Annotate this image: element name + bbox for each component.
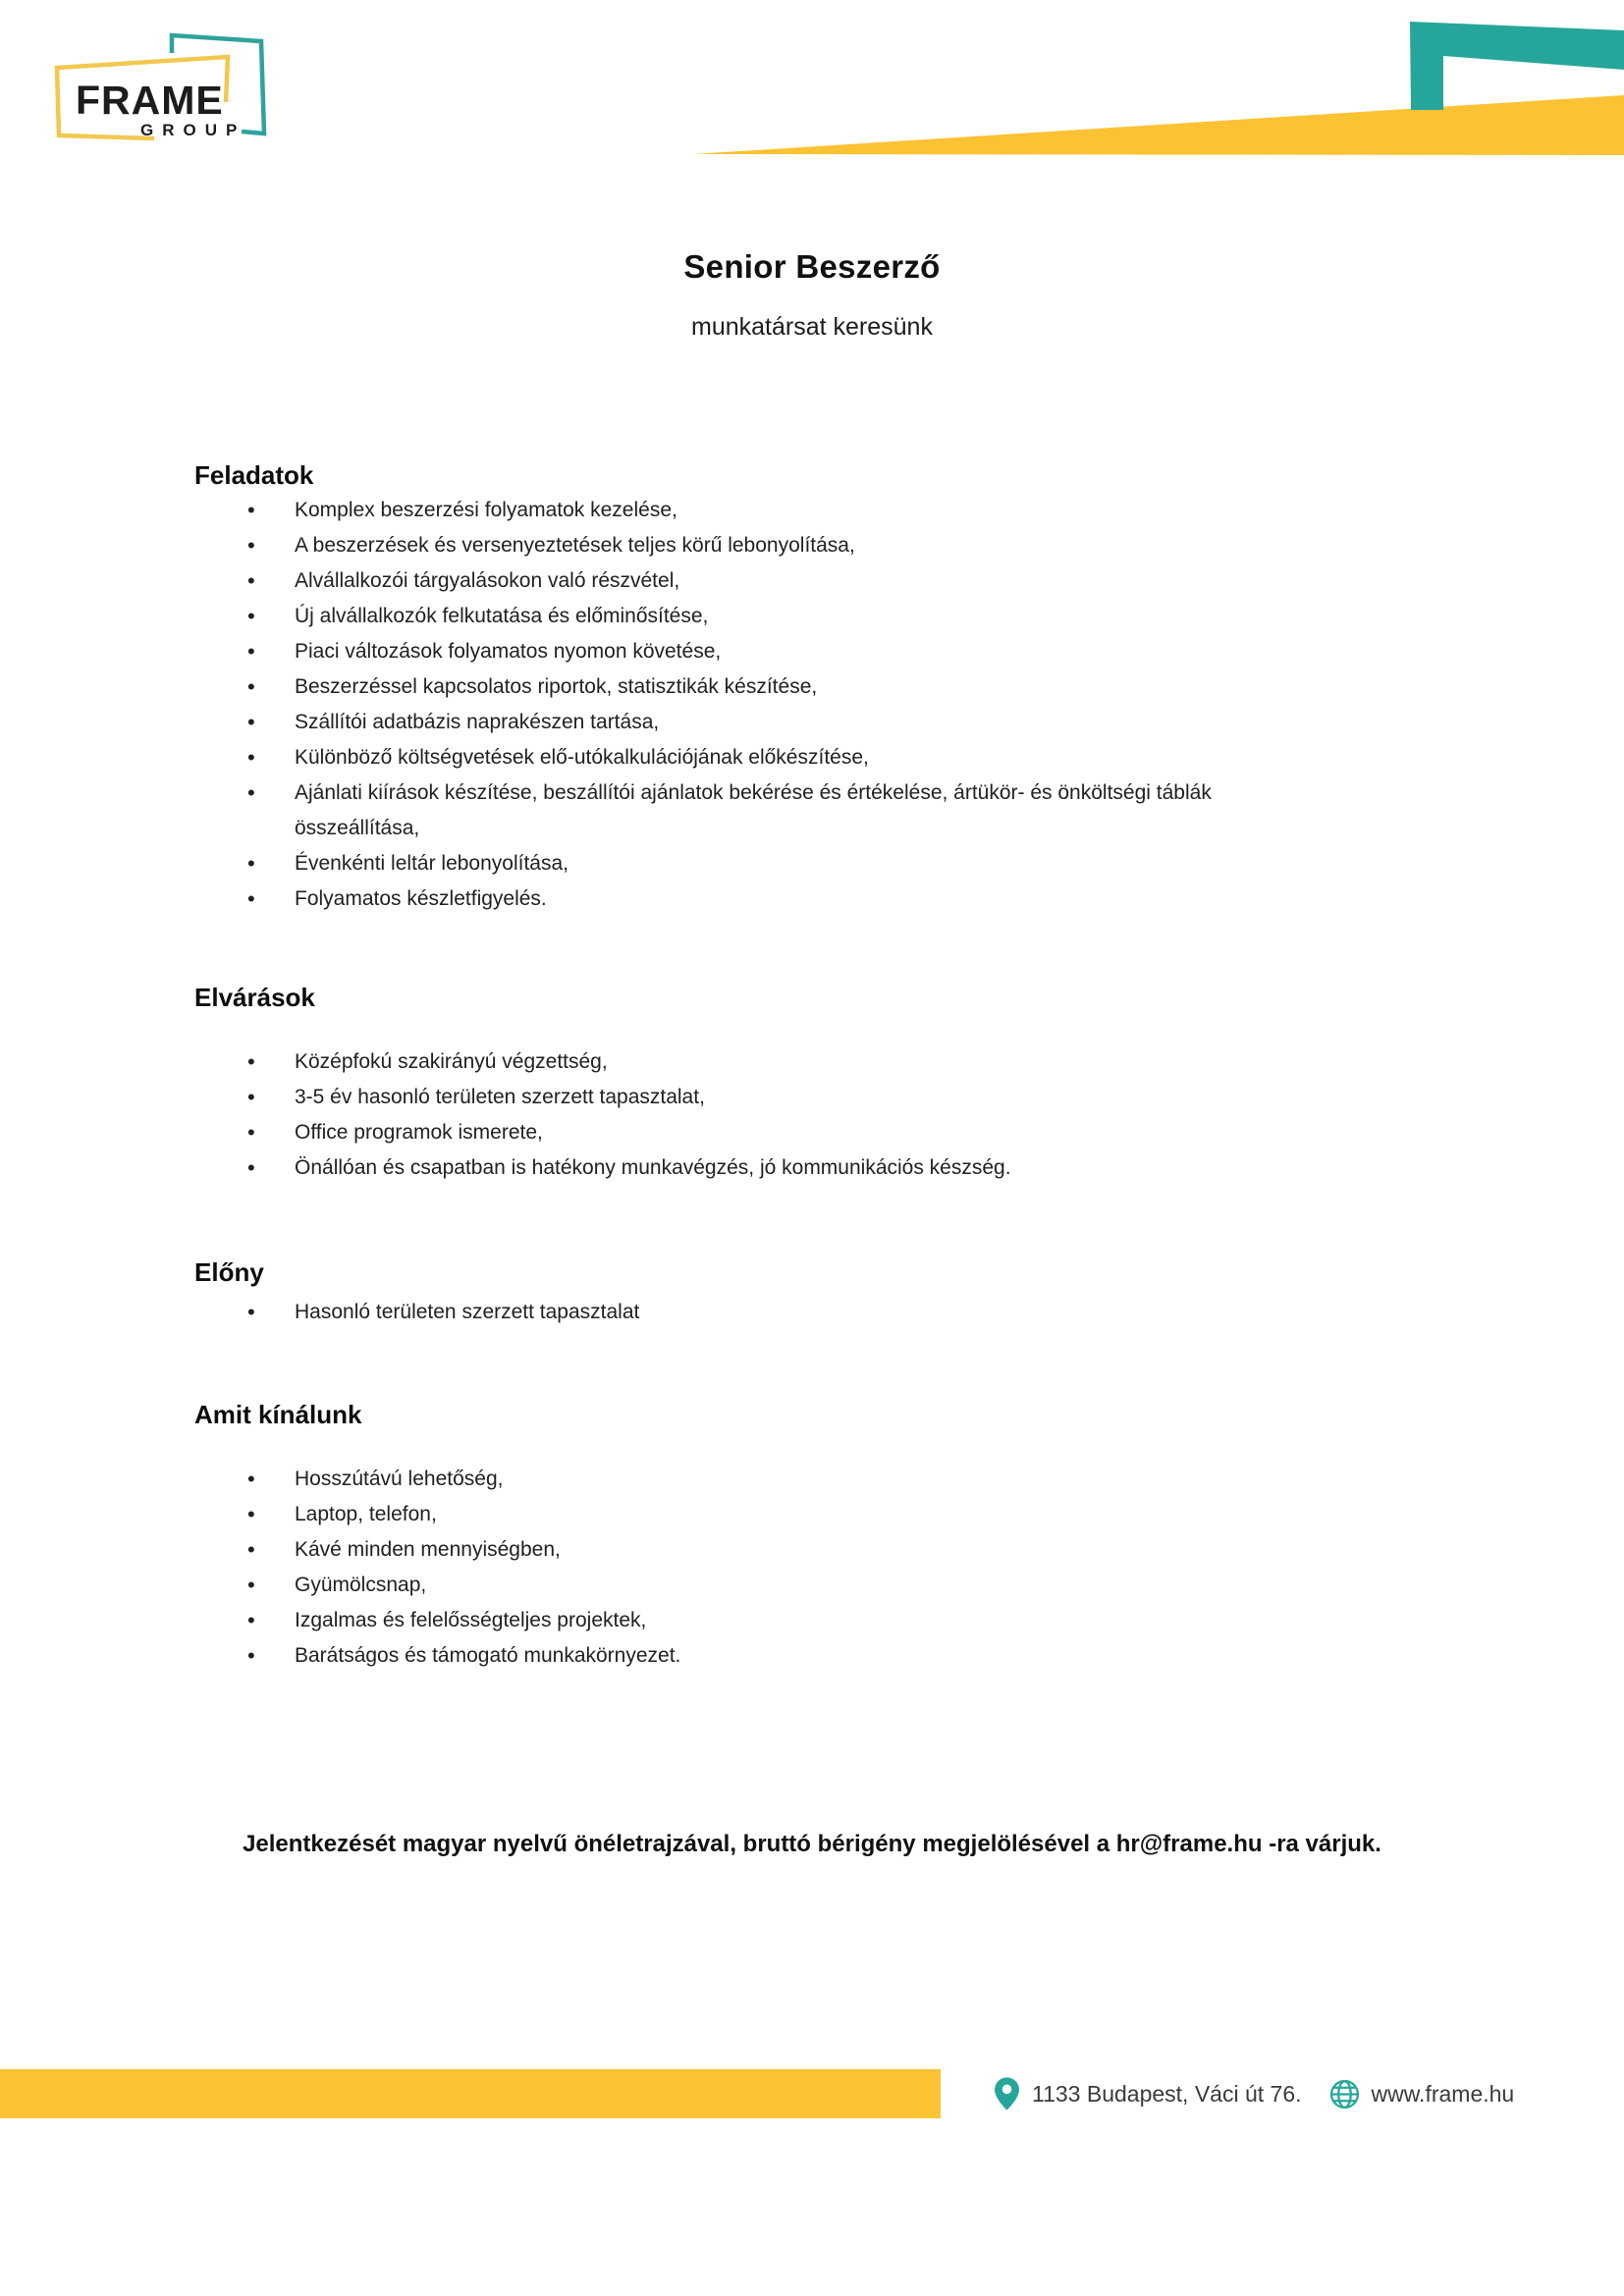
list-item: • Office programok ismerete, xyxy=(194,1115,1333,1150)
bullet-list xyxy=(194,1295,1333,1330)
bullet-list xyxy=(194,1462,1333,1674)
list-item: • Új alvállalkozók felkutatása és előminősítése, xyxy=(194,599,1333,634)
list-item: • Piaci változások folyamatos nyomon követése, xyxy=(194,634,1333,669)
list-item: • Kávé minden mennyiségben, xyxy=(194,1532,1333,1568)
list-item: • Barátságos és támogató munkakörnyezet. xyxy=(194,1638,1333,1674)
page-title: Senior Beszerző xyxy=(683,248,941,285)
section-amit-kinalunk xyxy=(194,1399,1565,1674)
list-item: • Gyümölcsnap, xyxy=(194,1568,1333,1603)
list-item: • Különböző költségvetések elő-utókalkulációjának előkészítése, xyxy=(194,740,1333,775)
list-item: • Beszerzéssel kapcsolatos riportok, statisztikák készítése, xyxy=(194,669,1333,705)
list-item: • Alvállalkozói tárgyalásokon való részvétel, xyxy=(194,563,1333,599)
application-instructions: Jelentkezését magyar nyelvű önéletrajzával, bruttó bérigény megjelölésével a hr@frame.hu -ra várjuk. xyxy=(243,1831,1381,1857)
section-elony xyxy=(194,1256,1565,1330)
section-heading: Feladatok xyxy=(194,460,314,490)
bullet-list xyxy=(194,1044,1333,1186)
page-subtitle: munkatársat keresünk xyxy=(691,313,933,341)
list-item: • A beszerzések és versenyeztetések teljes körű lebonyolítása, xyxy=(194,528,1333,563)
list-item: • Hosszútávú lehetőség, xyxy=(194,1462,1333,1497)
logo-brand-text: FRAME xyxy=(76,78,224,123)
logo-suffix-text: GROUP xyxy=(140,121,246,139)
list-item: • Középfokú szakirányú végzettség, xyxy=(194,1044,1333,1080)
sections-container xyxy=(194,459,1565,1674)
section-feladatok xyxy=(194,459,1565,917)
footer-website: www.frame.hu xyxy=(1371,2080,1515,2107)
footer-address: 1133 Budapest, Váci út 76. xyxy=(1032,2080,1302,2107)
list-item: • Hasonló területen szerzett tapasztalat xyxy=(194,1295,1333,1330)
list-item: • Laptop, telefon, xyxy=(194,1497,1333,1532)
section-heading: Elvárások xyxy=(194,983,315,1012)
bullet-list xyxy=(194,493,1333,917)
footer-contact xyxy=(994,2069,1514,2118)
section-elvarasok xyxy=(194,982,1565,1186)
list-item: • 3-5 év hasonló területen szerzett tapasztalat, xyxy=(194,1080,1333,1115)
list-item: • Évenkénti leltár lebonyolítása, xyxy=(194,846,1333,881)
list-item: • Szállítói adatbázis naprakészen tartása, xyxy=(194,705,1333,740)
location-pin-icon xyxy=(994,2076,1020,2111)
section-heading: Előny xyxy=(194,1257,264,1287)
list-item: • Ajánlati kiírások készítése, beszállítói ajánlatok bekérése és értékelése, ártükör- és önköltségi táblák összeállítása, xyxy=(194,775,1333,846)
list-item: • Folyamatos készletfigyelés. xyxy=(194,881,1333,917)
globe-icon xyxy=(1329,2079,1360,2109)
list-item: • Izgalmas és felelősségteljes projektek, xyxy=(194,1603,1333,1638)
list-item: • Komplex beszerzési folyamatok kezelése, xyxy=(194,493,1333,528)
section-heading: Amit kínálunk xyxy=(194,1400,362,1429)
list-item: • Önállóan és csapatban is hatékony munkavégzés, jó kommunikációs készség. xyxy=(194,1150,1333,1186)
footer-yellow-bar xyxy=(0,2069,941,2118)
